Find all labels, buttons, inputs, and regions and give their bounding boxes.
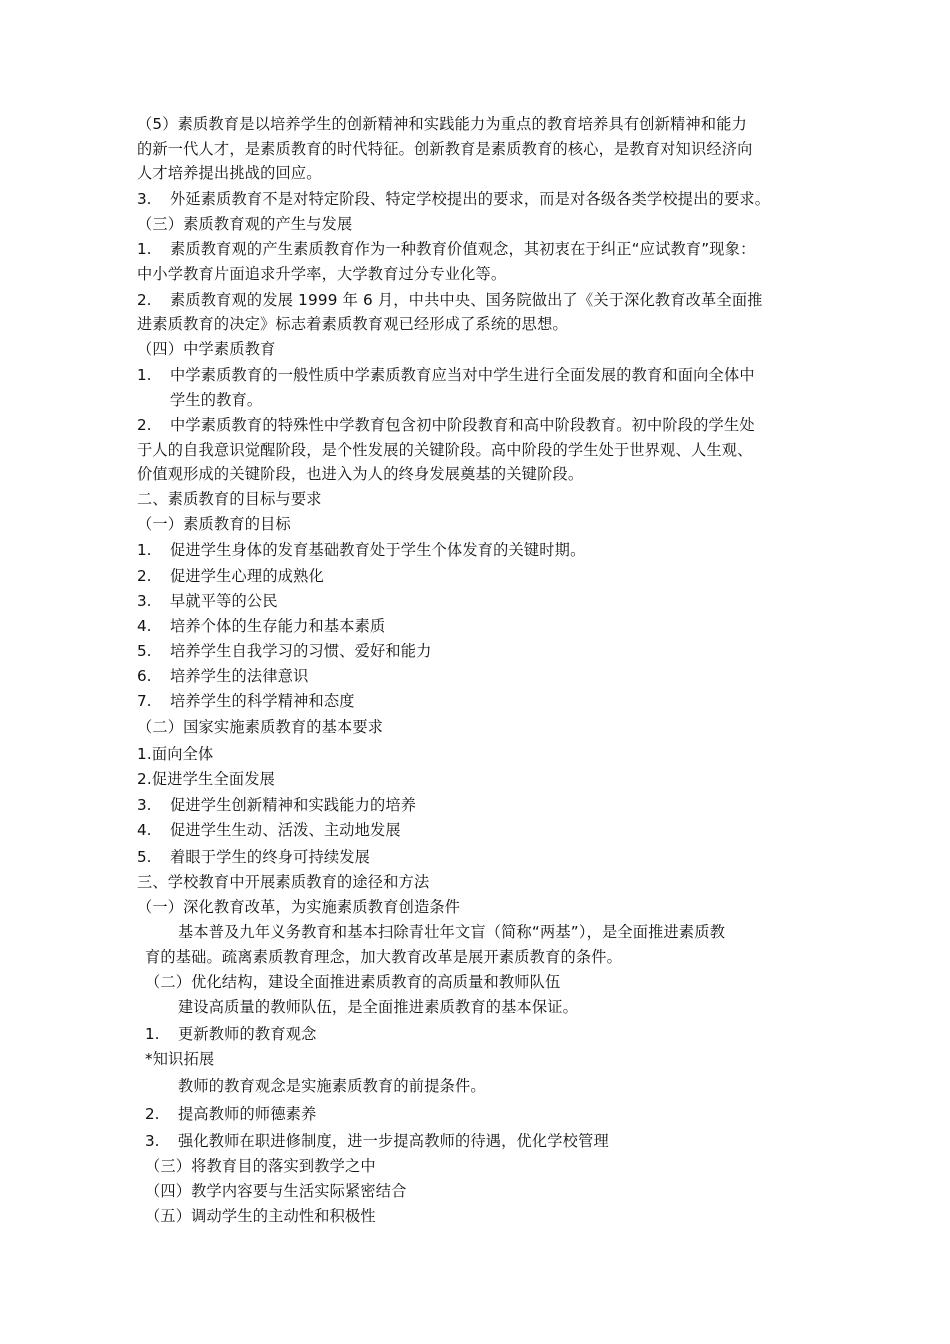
section-heading: （四）中学素质教育 [137,340,276,358]
list-item: 培养学生的法律意识 [170,667,309,685]
text-line: *知识拓展 [145,1050,215,1068]
section-heading: （一）深化教育改革，为实施素质教育创造条件 [137,898,461,916]
list-number: 3. [145,1132,160,1150]
list-number: 1. [137,366,152,384]
text-line: 进素质教育的决定》标志着素质教育观已经形成了系统的思想。 [137,315,568,333]
section-heading: （四）教学内容要与生活实际紧密结合 [145,1182,407,1200]
list-item: 提高教师的师德素养 [178,1105,317,1123]
section-heading: 二、素质教育的目标与要求 [137,490,322,508]
text-line: 建设高质量的教师队伍，是全面推进素质教育的基本保证。 [178,998,579,1016]
section-heading: （二）国家实施素质教育的基本要求 [137,718,384,736]
list-number: 4. [137,821,152,839]
list-item: 强化教师在职进修制度，进一步提高教师的待遇，优化学校管理 [178,1132,609,1150]
list-item: 1.面向全体 [137,745,214,763]
text-line: 中学素质教育的特殊性中学教育包含初中阶段教育和高中阶段教育。初中阶段的学生处 [170,416,755,434]
section-heading: （五）调动学生的主动性和积极性 [145,1207,376,1225]
list-number: 7. [137,692,152,710]
list-item: 促进学生身体的发育基础教育处于学生个体发育的关键时期。 [170,541,586,559]
text-line: 育的基础。疏离素质教育理念，加大教育改革是展开素质教育的条件。 [145,948,623,966]
text-line: 中小学教育片面追求升学率，大学教育过分专业化等。 [137,265,507,283]
list-number: 1. [137,240,152,258]
list-number: 2. [137,567,152,585]
text-line: 教师的教育观念是实施素质教育的前提条件。 [178,1077,486,1095]
list-number: 2. [137,291,152,309]
text-line: 素质教育观的产生素质教育作为一种教育价值观念，其初衷在于纠正“应试教育”现象： [170,240,756,258]
text-line: 于人的自我意识觉醒阶段，是个性发展的关键阶段。高中阶段的学生处于世界观、人生观、 [137,441,753,459]
text-line: 价值观形成的关键阶段，也进入为人的终身发展奠基的关键阶段。 [137,465,584,483]
list-number: 1. [145,1025,160,1043]
list-item: 着眼于学生的终身可持续发展 [170,848,371,866]
list-number: 1. [137,541,152,559]
list-item: 促进学生生动、活泼、主动地发展 [170,821,401,839]
section-heading: （二）优化结构，建设全面推进素质教育的高质量和教师队伍 [145,973,561,991]
list-number: 2. [145,1105,160,1123]
list-item: 培养个体的生存能力和基本素质 [170,617,386,635]
list-number: 6. [137,667,152,685]
text-line: 人才培养提出挑战的回应。 [137,164,322,182]
list-item: 培养学生的科学精神和态度 [170,692,355,710]
list-number: 3. [137,592,152,610]
text-line: （5）素质教育是以培养学生的创新精神和实践能力为重点的教育培养具有创新精神和能力 [137,115,747,133]
text-line: 外延素质教育不是对特定阶段、特定学校提出的要求，而是对各级各类学校提出的要求。 [170,190,771,208]
section-heading: （一）素质教育的目标 [137,515,291,533]
list-item: 2.促进学生全面发展 [137,770,275,788]
list-number: 2. [137,416,152,434]
text-line: 的新一代人才，是素质教育的时代特征。创新教育是素质教育的核心，是教育对知识经济向 [137,140,753,158]
list-number: 5. [137,848,152,866]
list-number: 3. [137,190,152,208]
list-item: 早就平等的公民 [170,592,278,610]
section-heading: 三、学校教育中开展素质教育的途径和方法 [137,873,430,891]
list-number: 4. [137,617,152,635]
list-item: 促进学生心理的成熟化 [170,567,324,585]
list-item: 促进学生创新精神和实践能力的培养 [170,796,417,814]
text-line: 中学素质教育的一般性质中学素质教育应当对中学生进行全面发展的教育和面向全体中 [170,366,755,384]
list-item: 更新教师的教育观念 [178,1025,317,1043]
section-heading: （三）将教育目的落实到教学之中 [145,1157,376,1175]
section-heading: （三）素质教育观的产生与发展 [137,215,353,233]
list-item: 培养学生自我学习的习惯、爱好和能力 [170,642,432,660]
text-line: 素质教育观的发展 1999 年 6 月，中共中央、国务院做出了《关于深化教育改革全面推 [170,291,763,309]
text-line: 基本普及九年义务教育和基本扫除青壮年文盲（简称“两基”），是全面推进素质教 [178,923,726,941]
text-line: 学生的教育。 [170,391,263,409]
list-number: 5. [137,642,152,660]
list-number: 3. [137,796,152,814]
